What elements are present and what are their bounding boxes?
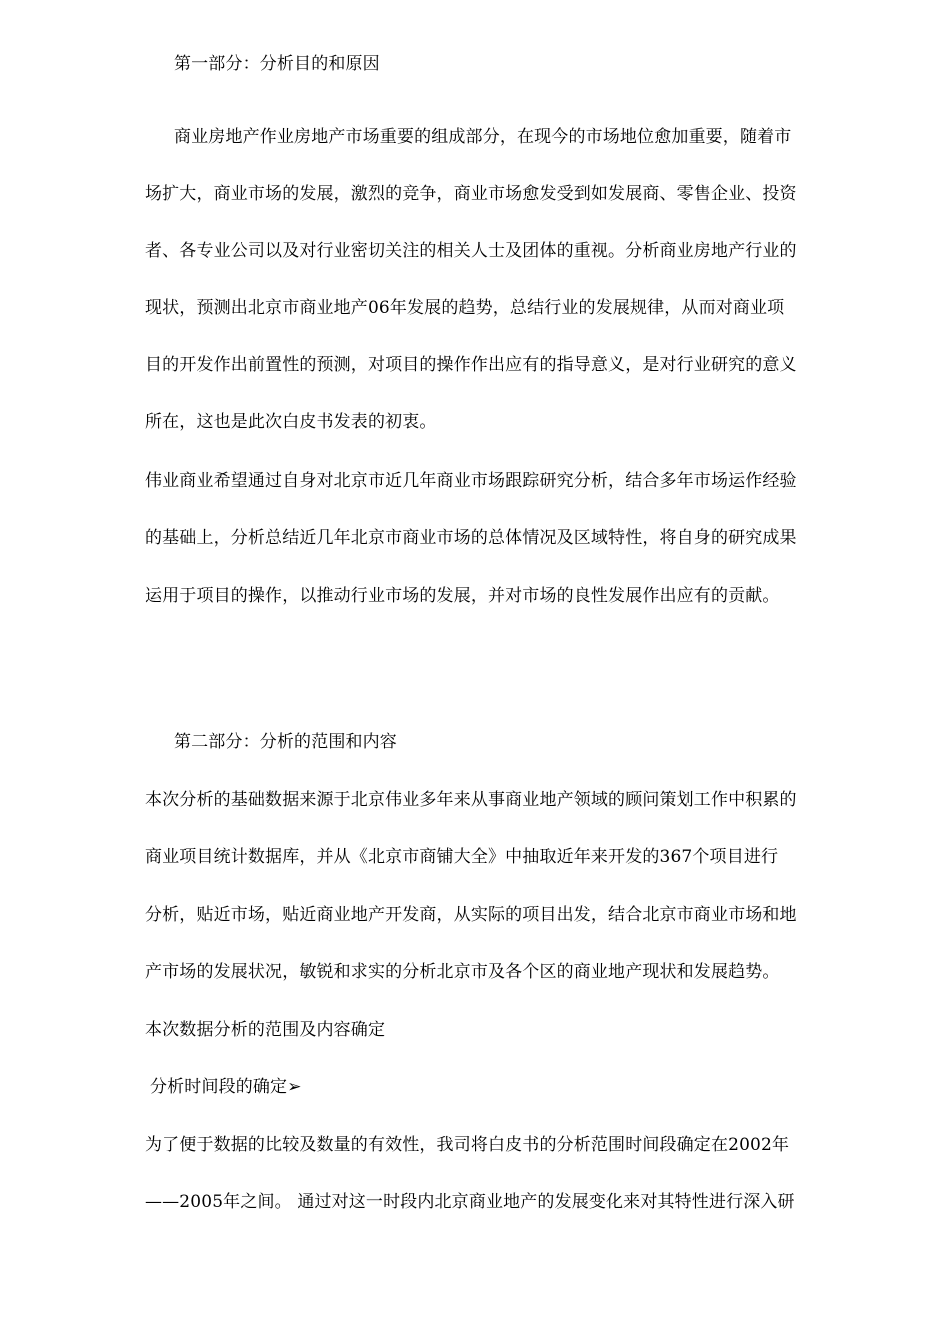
section-1-paragraph-1-line-3: 者、各专业公司以及对行业密切关注的相关人士及团体的重视。分析商业房地产行业的 [145, 241, 797, 261]
section-1-paragraph-1-line-2: 场扩大，商业市场的发展，激烈的竞争，商业市场愈发受到如发展商、零售企业、投资 [145, 184, 797, 204]
section-2-paragraph-1-line-2: 商业项目统计数据库，并从《北京市商铺大全》中抽取近年来开发的367个项目进行 [145, 847, 779, 867]
section-1-heading: 第一部分：分析目的和原因 [174, 54, 380, 74]
section-1-paragraph-2-line-2: 的基础上，分析总结近几年北京市商业市场的总体情况及区域特性，将自身的研究成果 [145, 528, 797, 548]
section-2-paragraph-2-line-1: 本次数据分析的范围及内容确定 [145, 1020, 386, 1040]
section-2-paragraph-4-line-2: ——2005年之间。 通过对这一时段内北京商业地产的发展变化来对其特性进行深入研 [145, 1192, 795, 1212]
section-2-paragraph-4-line-1: 为了便于数据的比较及数量的有效性，我司将白皮书的分析范围时间段确定在2002年 [145, 1135, 790, 1155]
section-1-paragraph-1-line-1: 商业房地产作业房地产市场重要的组成部分，在现今的市场地位愈加重要，随着市 [174, 127, 792, 147]
section-1-paragraph-1-line-5: 目的开发作出前置性的预测，对项目的操作作出应有的指导意义，是对行业研究的意义 [145, 355, 797, 375]
section-2-paragraph-1-line-3: 分析，贴近市场，贴近商业地产开发商，从实际的项目出发，结合北京市商业市场和地 [145, 905, 797, 925]
section-2-heading: 第二部分：分析的范围和内容 [174, 732, 397, 752]
section-2-paragraph-1-line-4: 产市场的发展状况，敏锐和求实的分析北京市及各个区的商业地产现状和发展趋势。 [145, 962, 780, 982]
section-1-paragraph-1-line-6: 所在，这也是此次白皮书发表的初衷。 [145, 412, 437, 432]
section-2-paragraph-1-line-1: 本次分析的基础数据来源于北京伟业多年来从事商业地产领域的顾问策划工作中积累的 [145, 790, 797, 810]
section-2-subheading: 分析时间段的确定➢ [150, 1077, 302, 1097]
section-1-paragraph-2-line-1: 伟业商业希望通过自身对北京市近几年商业市场跟踪研究分析，结合多年市场运作经验 [145, 471, 797, 491]
section-1-paragraph-2-line-3: 运用于项目的操作，以推动行业市场的发展，并对市场的良性发展作出应有的贡献。 [145, 586, 780, 606]
section-1-paragraph-1-line-4: 现状，预测出北京市商业地产06年发展的趋势，总结行业的发展规律，从而对商业项 [145, 298, 785, 318]
